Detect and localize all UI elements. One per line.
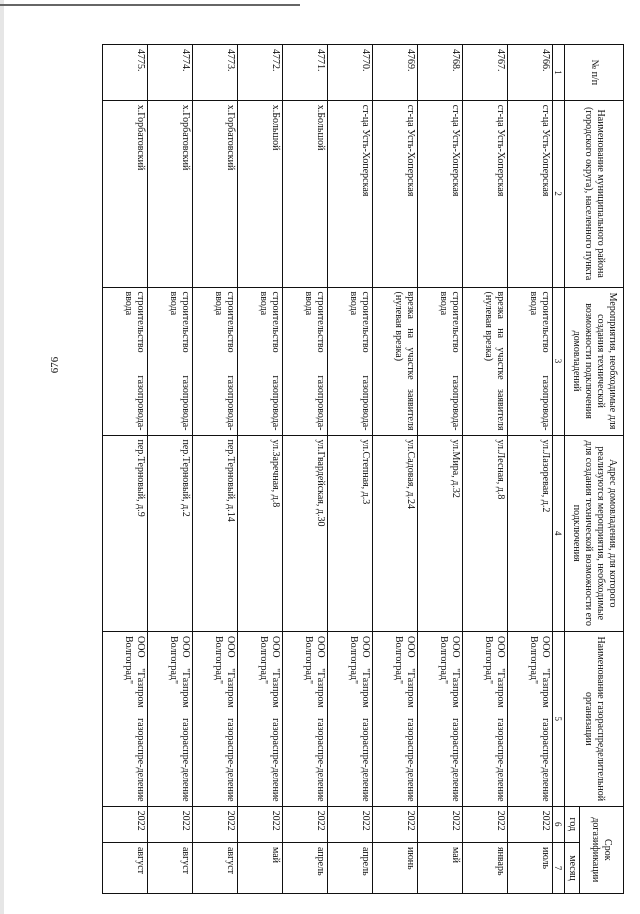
cell-month: апрель	[283, 842, 328, 893]
cell-address: ул.Заречная, д.8	[238, 435, 283, 631]
cell-settlement: ст-ца Усть-Хоперская	[508, 100, 553, 287]
cell-month: август	[193, 842, 238, 893]
page-number: 676	[49, 356, 61, 374]
cell-num: 4768.	[418, 45, 463, 101]
cell-settlement: ст-ца Усть-Хоперская	[373, 100, 418, 287]
cell-org: ООО "Газпром газораспре-деление Волгоград"	[193, 631, 238, 806]
cell-address: пер.Терновый, д.14	[193, 435, 238, 631]
header-org: Наименование газораспределительной организации	[565, 631, 624, 806]
cell-num: 4774.	[148, 45, 193, 101]
rotated-sheet	[88, 44, 624, 894]
header-num: № п/п	[565, 45, 624, 101]
cell-settlement: х.Горбатовский	[193, 100, 238, 287]
cell-org: ООО "Газпром газораспре-деление Волгоград"	[373, 631, 418, 806]
cell-org: ООО "Газпром газораспре-деление Волгоград"	[508, 631, 553, 806]
col-index: 3	[553, 287, 565, 435]
cell-year: 2022	[508, 806, 553, 842]
cell-measure: строительство газопровода-ввода	[508, 287, 553, 435]
table-row	[103, 45, 148, 894]
cell-month: июнь	[373, 842, 418, 893]
cell-settlement: ст-ца Усть-Хоперская	[463, 100, 508, 287]
table-row	[193, 45, 238, 894]
cell-settlement: х.Большой	[283, 100, 328, 287]
cell-year: 2022	[148, 806, 193, 842]
cell-org: ООО "Газпром газораспре-деление Волгоград"	[283, 631, 328, 806]
cell-measure: строительство газопровода-ввода	[193, 287, 238, 435]
cell-num: 4773.	[193, 45, 238, 101]
cell-org: ООО "Газпром газораспре-деление Волгоград"	[328, 631, 373, 806]
cell-address: ул.Степная, д.3	[328, 435, 373, 631]
cell-settlement: ст-ца Усть-Хоперская	[418, 100, 463, 287]
table-row	[283, 45, 328, 894]
cell-num: 4772.	[238, 45, 283, 101]
header-month: месяц	[565, 842, 580, 893]
table-row	[508, 45, 553, 894]
table-row	[463, 45, 508, 894]
header-measure: Мероприятия, необходимые для создания технической возможности подключения домовладений	[565, 287, 624, 435]
col-index: 1	[553, 45, 565, 101]
table-row	[238, 45, 283, 894]
cell-address: ул.Лесная, д.8	[463, 435, 508, 631]
document-page	[88, 44, 624, 894]
col-index: 7	[553, 842, 565, 893]
cell-num: 4770.	[328, 45, 373, 101]
cell-settlement: х.Горбатовский	[103, 100, 148, 287]
cell-month: июль	[508, 842, 553, 893]
table-row	[328, 45, 373, 894]
cell-num: 4775.	[103, 45, 148, 101]
cell-year: 2022	[193, 806, 238, 842]
header-row	[580, 45, 624, 894]
cell-year: 2022	[283, 806, 328, 842]
cell-measure: врезка на участке заявителя (нулевая врезка)	[373, 287, 418, 435]
cell-settlement: ст-ца Усть-Хоперская	[328, 100, 373, 287]
cell-month: май	[418, 842, 463, 893]
gasification-table	[102, 44, 624, 894]
header-address: Адрес домовладения, для которого реализуются мероприятия, необходимые для создания технической возможности его подключения	[565, 435, 624, 631]
table-row	[148, 45, 193, 894]
cell-num: 4771.	[283, 45, 328, 101]
column-index-row	[553, 45, 565, 894]
cell-num: 4767.	[463, 45, 508, 101]
table-row	[373, 45, 418, 894]
cell-measure: строительство газопровода-ввода	[283, 287, 328, 435]
cell-org: ООО "Газпром газораспре-деление Волгоград"	[463, 631, 508, 806]
cell-month: август	[148, 842, 193, 893]
cell-year: 2022	[238, 806, 283, 842]
cell-address: ул.Лазоревая, д.2	[508, 435, 553, 631]
cell-measure: строительство газопровода-ввода	[238, 287, 283, 435]
cell-month: апрель	[328, 842, 373, 893]
cell-settlement: х.Большой	[238, 100, 283, 287]
cell-year: 2022	[328, 806, 373, 842]
header-deadline: Срок догазификации	[580, 806, 624, 893]
cell-year: 2022	[463, 806, 508, 842]
cell-month: май	[238, 842, 283, 893]
cell-org: ООО "Газпром газораспре-деление Волгоград"	[238, 631, 283, 806]
col-index: 4	[553, 435, 565, 631]
cell-settlement: х.Горбатовский	[148, 100, 193, 287]
cell-month: август	[103, 842, 148, 893]
cell-num: 4769.	[373, 45, 418, 101]
cell-measure: строительство газопровода-ввода	[103, 287, 148, 435]
cell-measure: врезка на участке заявителя (нулевая врезка)	[463, 287, 508, 435]
cell-year: 2022	[418, 806, 463, 842]
col-index: 2	[553, 100, 565, 287]
cell-measure: строительство газопровода-ввода	[148, 287, 193, 435]
cell-org: ООО "Газпром газораспре-деление Волгоград"	[418, 631, 463, 806]
cell-year: 2022	[373, 806, 418, 842]
cell-org: ООО "Газпром газораспре-деление Волгоград"	[148, 631, 193, 806]
header-year: год	[565, 806, 580, 842]
cell-address: ул.Садовая, д.24	[373, 435, 418, 631]
scan-top-line	[0, 4, 300, 6]
cell-address: пер.Терновый, д.2	[148, 435, 193, 631]
table-row	[418, 45, 463, 894]
cell-num: 4766.	[508, 45, 553, 101]
cell-org: ООО "Газпром газораспре-деление Волгоград"	[103, 631, 148, 806]
col-index: 6	[553, 806, 565, 842]
cell-measure: строительство газопровода-ввода	[418, 287, 463, 435]
cell-month: январь	[463, 842, 508, 893]
header-settlement: Наименование муниципального района (городского округа), населенного пункта	[565, 100, 624, 287]
cell-year: 2022	[103, 806, 148, 842]
col-index: 5	[553, 631, 565, 806]
cell-measure: строительство газопровода-ввода	[328, 287, 373, 435]
cell-address: ул.Гвардейская, д.30	[283, 435, 328, 631]
scan-edge	[0, 0, 4, 914]
cell-address: ул.Мира, д.32	[418, 435, 463, 631]
cell-address: пер.Терновый, д.9	[103, 435, 148, 631]
